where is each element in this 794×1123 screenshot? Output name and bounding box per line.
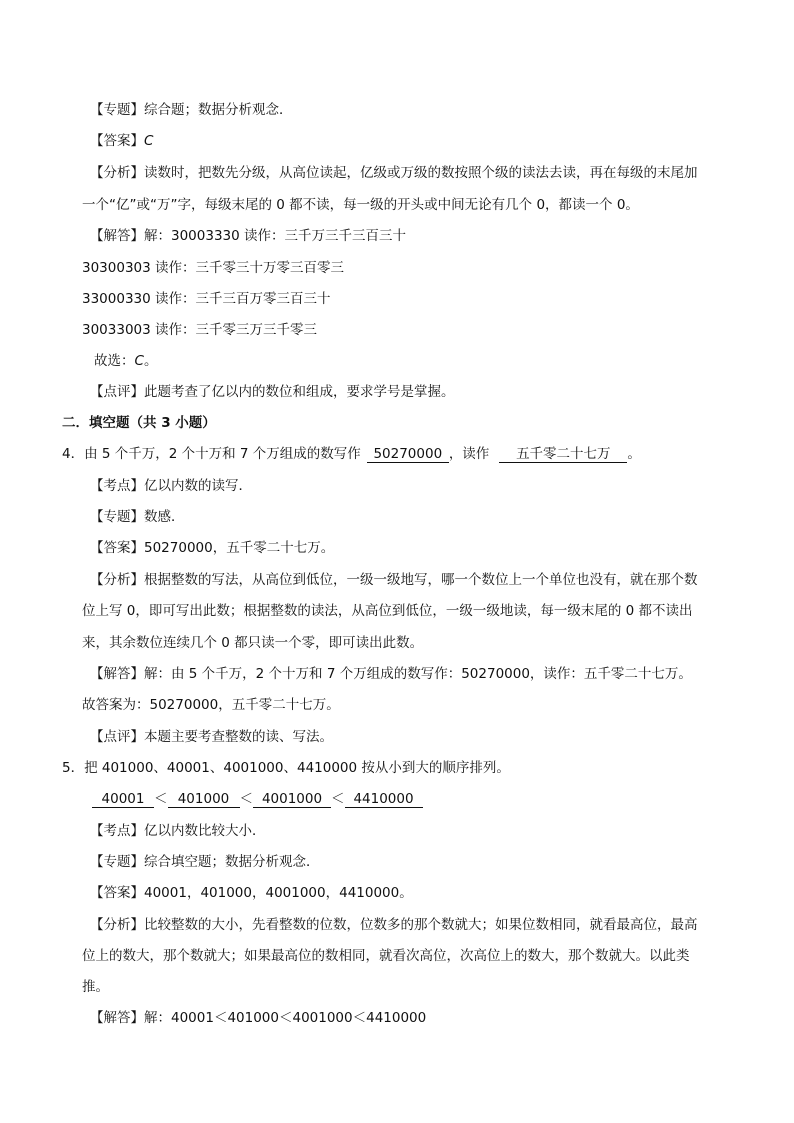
q5-lt-2: ＜	[239, 791, 253, 807]
q5-topic-text: 综合填空题；数据分析观念．	[144, 854, 320, 870]
q4-stem-c: 。	[627, 446, 641, 462]
answer-text: C	[144, 133, 154, 149]
q4-kp-tag: 【考点】	[90, 478, 144, 494]
q5-kp-tag: 【考点】	[90, 823, 144, 839]
comment-line	[90, 383, 455, 401]
choice-line	[94, 352, 157, 370]
q5-lt-3: ＜	[331, 791, 345, 807]
q5-solution-line	[90, 1009, 426, 1027]
q5-solution-text: 解：40001＜401000＜4001000＜4410000	[144, 1010, 427, 1026]
q4-final-line: 故答案为：50270000，五千零二十七万。	[82, 697, 340, 713]
q4-stem-a: 4．由 5 个千万，2 个十万和 7 个万组成的数写作	[62, 446, 361, 462]
q5-answer-line	[90, 884, 413, 902]
choice-letter: C	[134, 353, 144, 369]
comment-text: 此题考查了亿以内的数位和组成，要求学号是掌握。	[144, 384, 455, 400]
solution-line-1	[90, 227, 406, 245]
q5-stem: 5．把 401000、40001、4001000、4410000 按从小到大的顺序排列。	[62, 760, 510, 776]
answer-tag: 【答案】	[90, 133, 144, 149]
q4-solution-line	[90, 665, 692, 683]
topic-text: 综合题；数据分析观念．	[144, 102, 293, 118]
solution-text-1: 解：30003330 读作：三千万三千三百三十	[144, 228, 407, 244]
q4-answer-tag: 【答案】	[90, 540, 144, 556]
solution-line-4: 30033003 读作：三千零三万三千零三	[82, 322, 318, 338]
choice-prefix: 故选：	[94, 353, 135, 369]
q4-analysis-tag: 【分析】	[90, 572, 144, 588]
q4-solution-tag: 【解答】	[90, 666, 144, 682]
q5-kp-line	[90, 822, 266, 840]
solution-line-3: 33000330 读作：三千三百万零三百三十	[82, 291, 331, 307]
solution-tag: 【解答】	[90, 228, 144, 244]
q5-blank-2: 401000	[168, 791, 240, 808]
q5-topic-tag: 【专题】	[90, 854, 144, 870]
q4-kp-text: 亿以内数的读写．	[144, 478, 252, 494]
q4-analysis-line-2: 位上写 0，即可写出此数；根据整数的读法，从高位到低位，一级一级地读，每一级末尾的 0 都不读出	[82, 603, 693, 619]
q4-answer-line	[90, 539, 334, 557]
q5-blank-4: 4410000	[345, 791, 423, 808]
analysis-tag: 【分析】	[90, 165, 144, 181]
q4-solution-text: 解：由 5 个千万，2 个十万和 7 个万组成的数写作：50270000，读作：五千零二十七万。	[144, 666, 692, 682]
q5-topic-line	[90, 853, 320, 871]
q5-answer-tag: 【答案】	[90, 885, 144, 901]
analysis-text-1: 读数时，把数先分级，从高位读起，亿级或万级的数按照个级的读法去读，再在每级的末尾加	[144, 165, 698, 181]
q5-kp-text: 亿以内数比较大小．	[144, 823, 266, 839]
solution-line-2: 30300303 读作：三千零三十万零三百零三	[82, 260, 345, 276]
q4-comment-line	[90, 728, 333, 746]
q5-blank-3: 4001000	[253, 791, 331, 808]
q4-topic-tag: 【专题】	[90, 509, 144, 525]
choice-suffix: 。	[143, 353, 158, 369]
q5-answer-blanks	[92, 790, 423, 808]
q4-kp-line	[90, 477, 252, 495]
q4-analysis-line-3: 来，其余数位连续几个 0 都只读一个零，即可读出此数。	[82, 635, 424, 651]
q5-blank-1: 40001	[92, 791, 154, 808]
q4-answer-text: 50270000，五千零二十七万。	[144, 540, 335, 556]
q4-comment-tag: 【点评】	[90, 729, 144, 745]
q5-answer-text: 40001，401000，4001000，4410000。	[144, 885, 413, 901]
q4-stem	[62, 445, 641, 463]
q4-topic-line	[90, 508, 185, 526]
q5-solution-tag: 【解答】	[90, 1010, 144, 1026]
q5-analysis-tag: 【分析】	[90, 917, 144, 933]
topic-line	[90, 101, 293, 119]
analysis-line-1	[90, 164, 698, 182]
q5-analysis-line-3: 推。	[82, 979, 109, 995]
answer-line	[90, 132, 153, 150]
comment-tag: 【点评】	[90, 384, 144, 400]
q4-analysis-text-1: 根据整数的写法，从高位到低位，一级一级地写，哪一个数位上一个单位也没有，就在那个数	[144, 572, 698, 588]
q4-blank-1: 50270000	[367, 446, 449, 463]
q5-analysis-text-1: 比较整数的大小，先看整数的位数，位数多的那个数就大；如果位数相同，就看最高位，最高	[144, 917, 698, 933]
q4-topic-text: 数感．	[144, 509, 185, 525]
q5-analysis-line-2: 位上的数大，那个数就大；如果最高位的数相同，就看次高位，次高位上的数大，那个数就大。以此类	[82, 948, 690, 964]
section-heading: 二．填空题（共 3 小题）	[62, 415, 216, 431]
topic-tag: 【专题】	[90, 102, 144, 118]
q4-analysis-line-1	[90, 571, 698, 589]
q5-analysis-line-1	[90, 916, 698, 934]
analysis-line-2: 一个“亿”或“万”字，每级末尾的 0 都不读，每一级的开头或中间无论有几个 0，都读一个 0。	[82, 197, 639, 213]
q4-blank-2: 五千零二十七万	[499, 446, 627, 463]
q4-comment-text: 本题主要考查整数的读、写法。	[144, 729, 333, 745]
q4-stem-b: ，读作	[448, 446, 490, 462]
q5-lt-1: ＜	[154, 791, 168, 807]
